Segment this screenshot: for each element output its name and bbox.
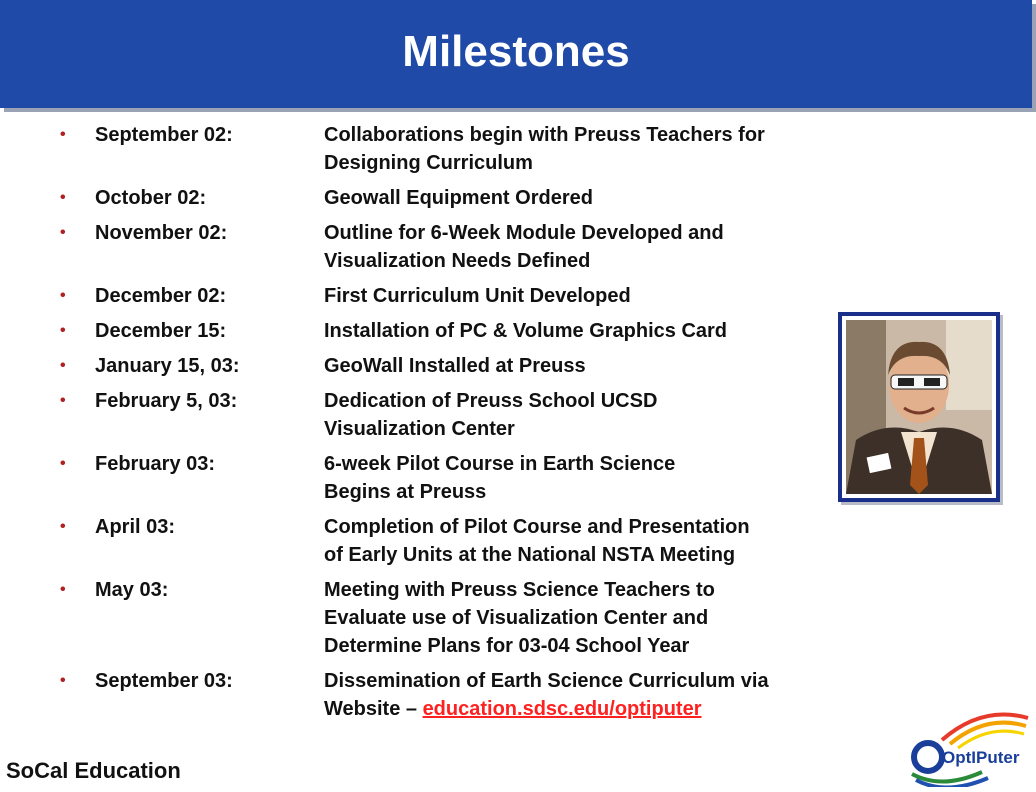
bullet-icon: • — [60, 581, 66, 598]
description-text: Collaborations begin with Preuss Teachers for — [324, 124, 765, 146]
milestone-item — [60, 576, 860, 660]
bullet-icon: • — [60, 189, 66, 206]
description-text: Meeting with Preuss Science Teachers to — [324, 579, 715, 601]
description-line — [324, 121, 765, 149]
milestone-date: February 5, 03: — [95, 390, 238, 412]
footer-label: SoCal Education — [6, 758, 181, 783]
milestone-item — [60, 184, 860, 212]
milestone-date: September 02: — [95, 124, 233, 146]
milestone-date: November 02: — [95, 222, 228, 244]
description-line — [324, 667, 769, 695]
description-text: Dissemination of Earth Science Curriculum via — [324, 670, 769, 692]
description-line — [324, 541, 750, 569]
milestone-item — [60, 317, 860, 345]
milestone-item — [60, 121, 860, 177]
description-line — [324, 387, 657, 415]
milestone-item — [60, 513, 860, 569]
milestone-description — [324, 513, 750, 569]
description-line — [324, 184, 593, 212]
milestone-item — [60, 387, 860, 443]
description-text: Visualization Needs Defined — [324, 250, 591, 272]
description-text: Website – — [324, 698, 423, 720]
description-text: Determine Plans for 03-04 School Year — [324, 635, 690, 657]
description-text: Designing Curriculum — [324, 152, 533, 174]
description-text: of Early Units at the National NSTA Meeting — [324, 544, 736, 566]
description-line — [324, 247, 724, 275]
bullet-icon: • — [60, 672, 66, 689]
description-line — [324, 576, 715, 604]
description-line — [324, 352, 586, 380]
bullet-icon: • — [60, 224, 66, 241]
description-line — [324, 513, 750, 541]
milestone-description — [324, 282, 631, 310]
milestone-description — [324, 317, 727, 345]
milestone-item — [60, 450, 860, 506]
description-text: Begins at Preuss — [324, 481, 487, 503]
description-line — [324, 450, 675, 478]
description-line — [324, 317, 727, 345]
milestone-item — [60, 282, 860, 310]
bullet-icon: • — [60, 455, 66, 472]
description-text: Outline for 6-Week Module Developed and — [324, 222, 724, 244]
description-line — [324, 695, 769, 723]
bullet-icon: • — [60, 518, 66, 535]
bullet-icon: • — [60, 126, 66, 143]
milestone-description — [324, 352, 586, 380]
description-text: Geowall Equipment Ordered — [324, 187, 593, 209]
bullet-icon: • — [60, 357, 66, 374]
milestone-date: September 03: — [95, 670, 233, 692]
presenter-photo-image — [846, 320, 992, 494]
milestone-description — [324, 576, 715, 660]
description-text: Visualization Center — [324, 418, 515, 440]
description-text: First Curriculum Unit Developed — [324, 285, 631, 307]
milestone-description — [324, 121, 765, 177]
milestone-date: May 03: — [95, 579, 169, 601]
optiputer-logo-text: OptIPuter — [942, 748, 1020, 767]
description-text: Installation of PC & Volume Graphics Card — [324, 320, 728, 342]
title-bar — [0, 0, 1032, 108]
description-line — [324, 478, 675, 506]
milestone-list — [60, 121, 860, 730]
description-text: Dedication of Preuss School UCSD — [324, 390, 658, 412]
description-text: GeoWall Installed at Preuss — [324, 355, 586, 377]
presenter-photo — [838, 312, 1000, 502]
milestone-item — [60, 352, 860, 380]
description-line — [324, 282, 631, 310]
milestone-description — [324, 184, 593, 212]
milestone-description — [324, 387, 657, 443]
milestone-item — [60, 219, 860, 275]
description-text: Completion of Pilot Course and Presentation — [324, 516, 750, 538]
optiputer-logo — [902, 710, 1036, 787]
bullet-icon: • — [60, 392, 66, 409]
milestone-description — [324, 450, 675, 506]
milestone-date: February 03: — [95, 453, 216, 475]
curriculum-website-link[interactable]: education.sdsc.edu/optiputer — [422, 698, 702, 720]
milestone-date: April 03: — [95, 516, 176, 538]
milestone-date: December 02: — [95, 285, 227, 307]
milestone-description — [324, 667, 769, 723]
optiputer-logo-graphic — [902, 710, 1036, 787]
slide-title: Milestones — [402, 27, 630, 76]
milestone-item — [60, 667, 860, 723]
description-line — [324, 149, 765, 177]
description-line — [324, 632, 715, 660]
description-line — [324, 415, 657, 443]
description-text: Evaluate use of Visualization Center and — [324, 607, 709, 629]
bullet-icon: • — [60, 322, 66, 339]
description-text: 6-week Pilot Course in Earth Science — [324, 453, 676, 475]
description-line — [324, 219, 724, 247]
bullet-icon: • — [60, 287, 66, 304]
milestone-date: October 02: — [95, 187, 207, 209]
milestone-date: December 15: — [95, 320, 227, 342]
milestone-description — [324, 219, 724, 275]
milestone-date: January 15, 03: — [95, 355, 240, 377]
description-line — [324, 604, 715, 632]
